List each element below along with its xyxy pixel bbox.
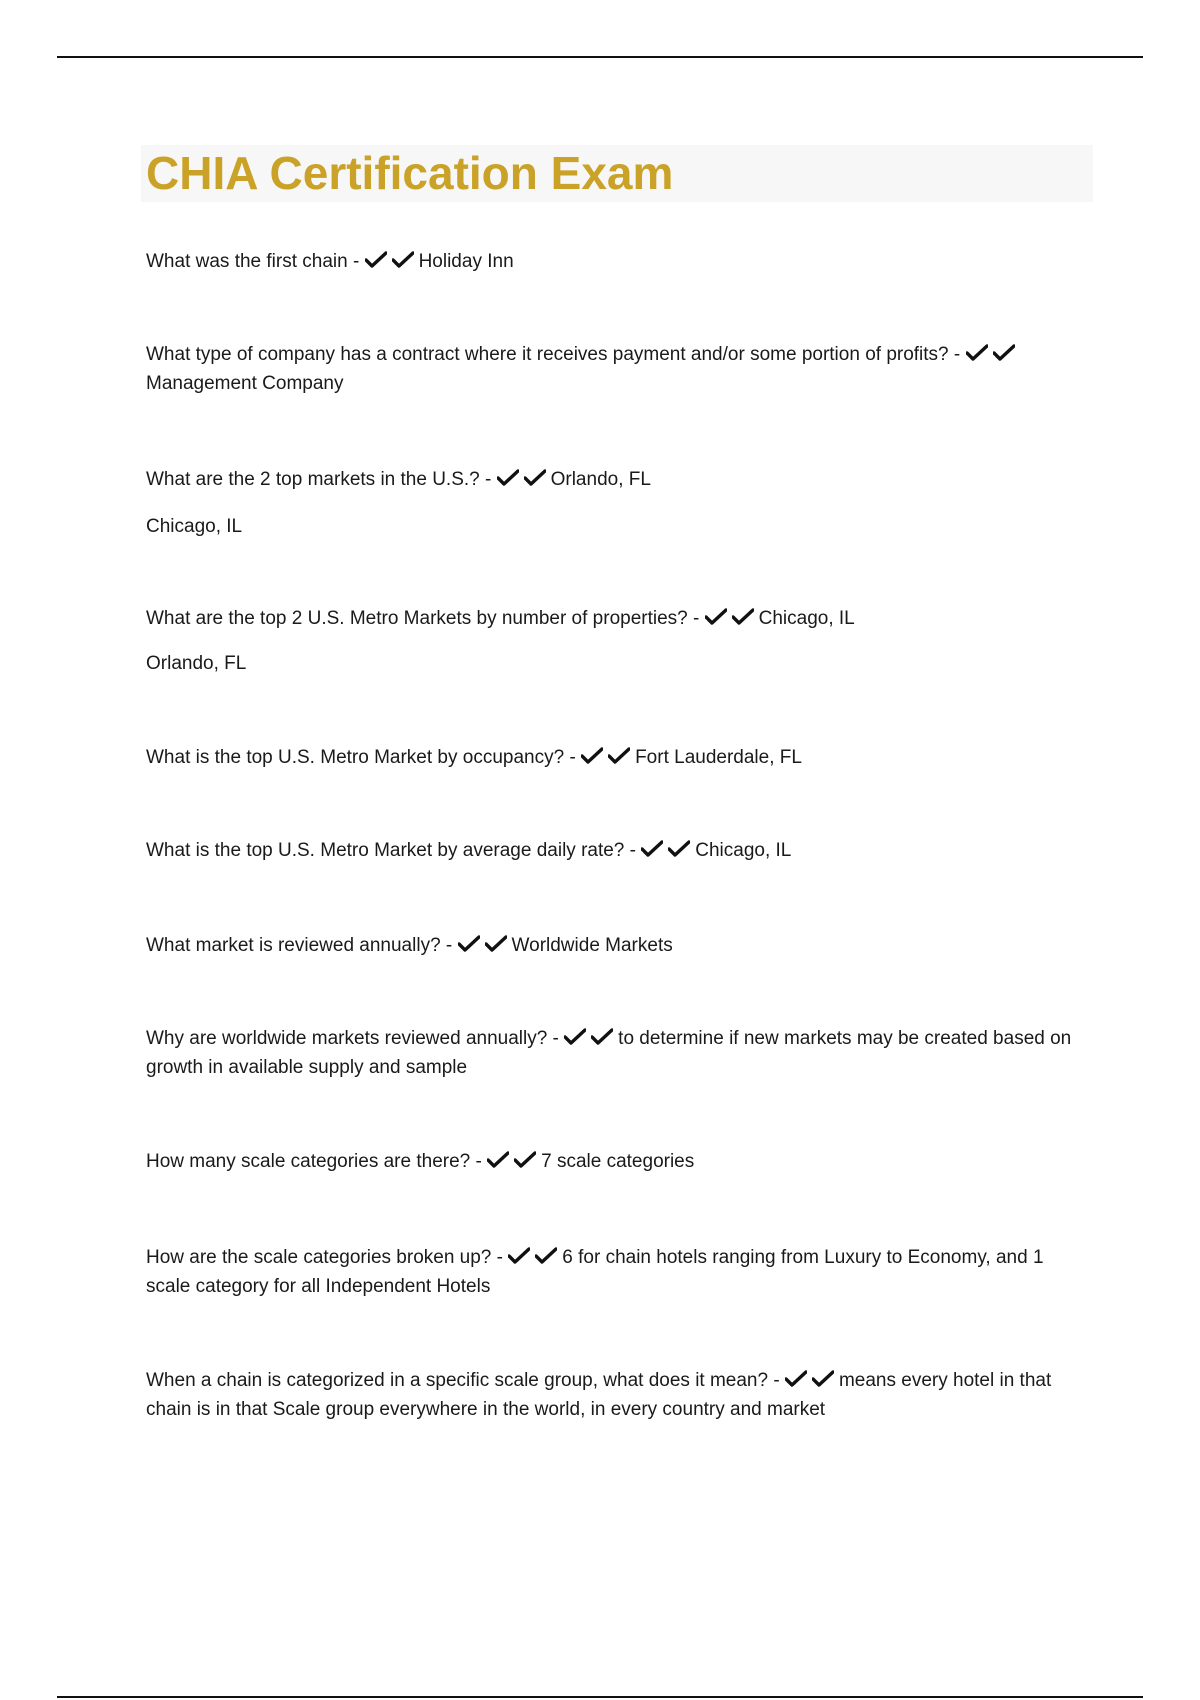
question-text: Why are worldwide markets reviewed annually? - <box>146 1028 559 1049</box>
answer-text: Chicago, IL <box>695 840 792 861</box>
check-icon <box>524 469 546 487</box>
answer-continuation: Orlando, FL <box>146 653 247 674</box>
check-icon <box>705 608 727 626</box>
check-icon <box>812 1370 834 1388</box>
check-icon <box>785 1370 807 1388</box>
qa-item <box>146 743 1086 772</box>
check-icon <box>732 608 754 626</box>
qa-item <box>146 836 1086 865</box>
qa-item <box>146 1147 1086 1176</box>
question-text: What was the first chain - <box>146 251 360 272</box>
answer-text: Chicago, IL <box>758 608 855 629</box>
answer-text: Holiday Inn <box>418 251 514 272</box>
question-text: How many scale categories are there? - <box>146 1151 482 1172</box>
qa-item <box>146 931 1086 960</box>
check-icon <box>508 1247 530 1265</box>
question-text: How are the scale categories broken up? - <box>146 1247 503 1268</box>
question-text: What type of company has a contract where it receives payment and/or some portion of profits? - <box>146 344 961 365</box>
answer-text: Management Company <box>146 373 344 394</box>
check-icon <box>392 251 414 269</box>
question-text: What is the top U.S. Metro Market by average daily rate? - <box>146 840 636 861</box>
check-icon <box>966 344 988 362</box>
check-icon <box>993 344 1015 362</box>
check-icon <box>514 1151 536 1169</box>
answer-text: means every hotel in that chain is in that Scale group everywhere in the world, in every country and market <box>146 1370 1052 1420</box>
qa-item <box>146 1243 1086 1301</box>
check-icon <box>591 1028 613 1046</box>
check-icon <box>458 935 480 953</box>
answer-text: Fort Lauderdale, FL <box>635 747 802 768</box>
document-title: CHIA Certification Exam <box>146 147 674 199</box>
question-text: What is the top U.S. Metro Market by occupancy? - <box>146 747 576 768</box>
qa-item <box>146 340 1086 398</box>
question-text: What market is reviewed annually? - <box>146 935 453 956</box>
question-text: What are the 2 top markets in the U.S.? - <box>146 469 492 490</box>
qa-item <box>146 247 1086 276</box>
check-icon <box>535 1247 557 1265</box>
question-text: What are the top 2 U.S. Metro Markets by number of properties? - <box>146 608 700 629</box>
answer-text: Worldwide Markets <box>511 935 673 956</box>
answer-continuation: Chicago, IL <box>146 516 243 537</box>
answer-text: Orlando, FL <box>550 469 651 490</box>
check-icon <box>641 840 663 858</box>
qa-item <box>146 1366 1086 1424</box>
footer-rule <box>57 1696 1143 1698</box>
question-text: When a chain is categorized in a specific scale group, what does it mean? - <box>146 1370 780 1391</box>
check-icon <box>497 469 519 487</box>
qa-item <box>146 465 1086 494</box>
header-rule <box>57 56 1143 58</box>
answer-text: to determine if new markets may be created based on growth in available supply and sample <box>146 1028 1072 1078</box>
check-icon <box>581 747 603 765</box>
check-icon <box>485 935 507 953</box>
check-icon <box>668 840 690 858</box>
check-icon <box>365 251 387 269</box>
qa-item <box>146 604 1086 633</box>
check-icon <box>564 1028 586 1046</box>
check-icon <box>608 747 630 765</box>
answer-text: 6 for chain hotels ranging from Luxury to Economy, and 1 scale category for all Independent Hotels <box>146 1247 1044 1297</box>
answer-text: 7 scale categories <box>541 1151 695 1172</box>
check-icon <box>487 1151 509 1169</box>
qa-item <box>146 1024 1086 1082</box>
